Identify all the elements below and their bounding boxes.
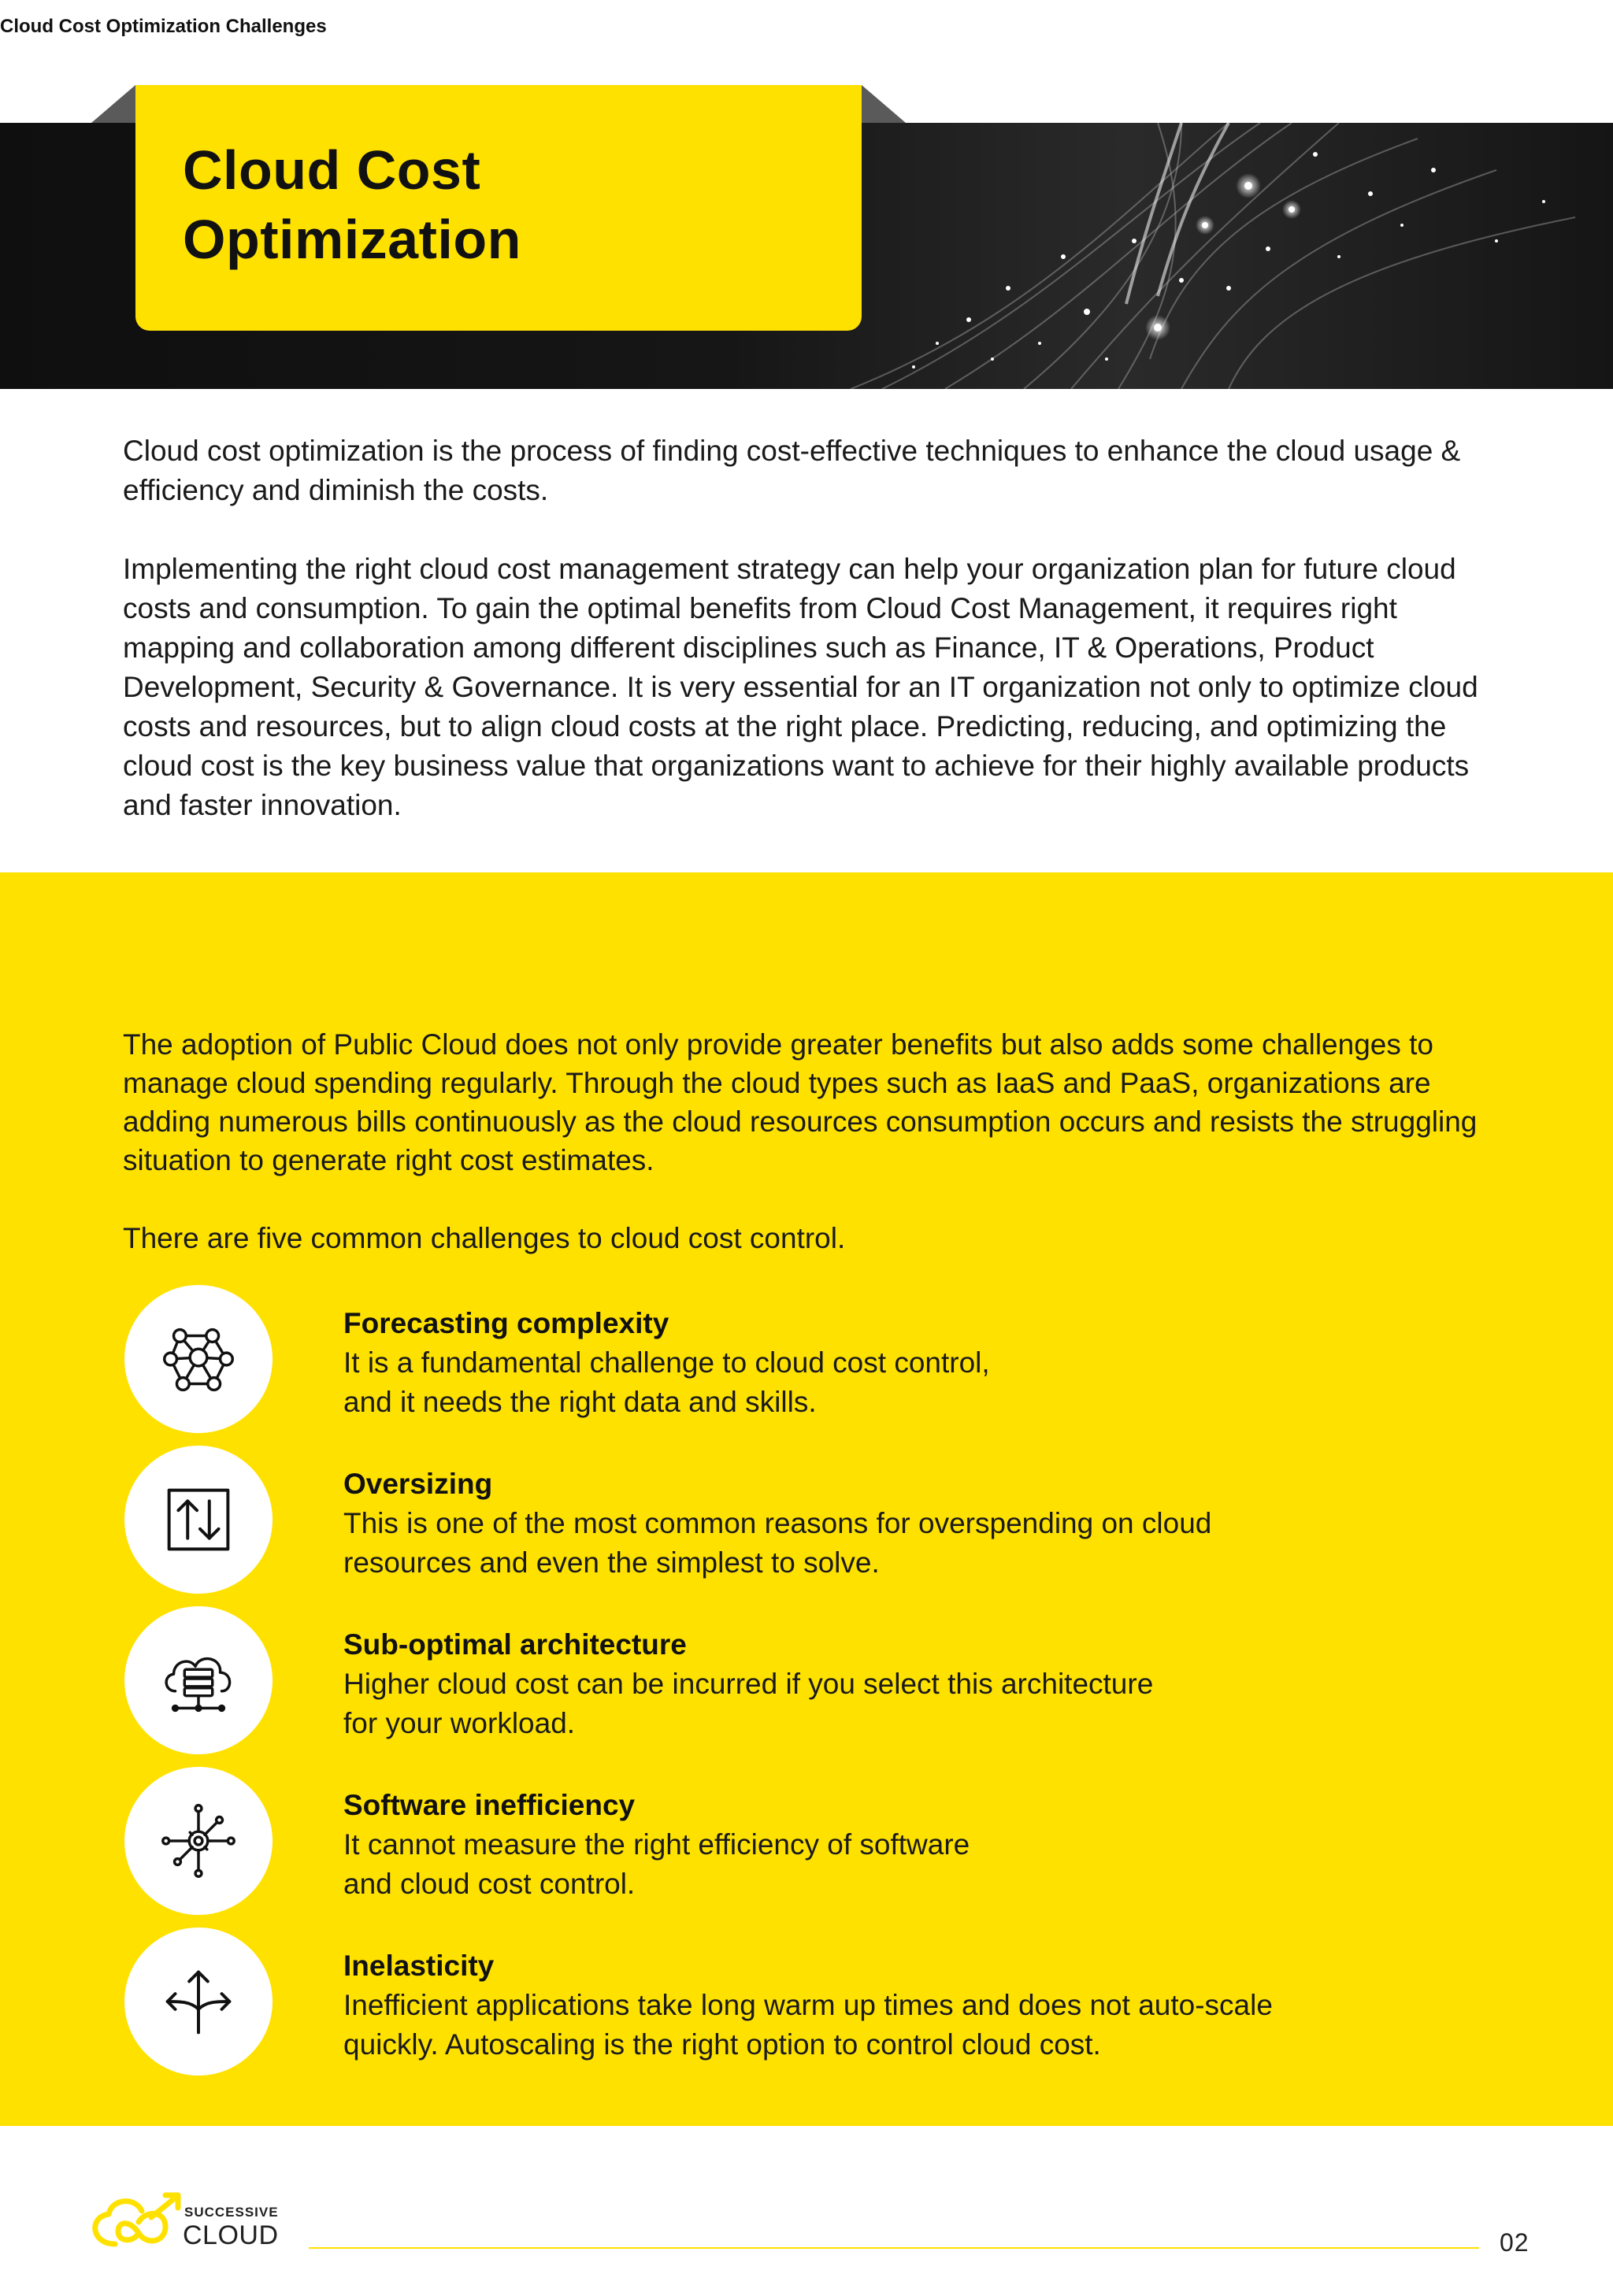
challenges-heading: Cloud Cost Optimization Challenges: [0, 15, 327, 37]
challenges-paragraph-1: The adoption of Public Cloud does not only provide greater benefits but also adds some challenges to manage cloud spending regularly. Through the cloud types such as IaaS and PaaS, organizations are adding numerous bills continuously as the cloud resources consumption occurs and resists the struggling situation to generate right cost estimates.: [123, 1028, 1478, 1176]
page-title-line-2: Optimization: [183, 208, 521, 270]
challenge-title: Sub-optimal architecture: [343, 1628, 687, 1661]
challenge-description-line: and cloud cost control.: [343, 1867, 636, 1900]
intro-section: [123, 431, 1493, 865]
challenge-title: Forecasting complexity: [343, 1306, 669, 1339]
challenge-icon-circle: [124, 1928, 273, 2076]
challenge-item: [0, 1928, 1613, 2077]
challenges-intro: [123, 1025, 1509, 1297]
title-tab-fold-left: [91, 85, 135, 123]
challenge-description-line: It cannot measure the right efficiency of software: [343, 1828, 970, 1861]
title-box: [135, 85, 862, 331]
challenge-description-line: for your workload.: [343, 1706, 576, 1739]
title-tab-fold-right: [862, 85, 906, 123]
challenge-item: [0, 1767, 1613, 1916]
challenge-description-line: Higher cloud cost can be incurred if you select this architecture: [343, 1667, 1154, 1700]
page-number: 02: [1500, 2227, 1530, 2257]
challenge-title: Software inefficiency: [343, 1788, 636, 1821]
challenge-icon-circle: [124, 1285, 273, 1433]
challenge-title: Oversizing: [343, 1467, 493, 1500]
network-nodes-icon: [152, 1313, 245, 1405]
challenge-description-line: and it needs the right data and skills.: [343, 1385, 817, 1418]
logo-wordmark-top: SUCCESSIVE: [184, 2204, 279, 2220]
footer-divider: [309, 2247, 1479, 2249]
challenge-icon-circle: [124, 1767, 273, 1915]
page-title-line-1: Cloud Cost: [183, 139, 481, 201]
page-title: [183, 135, 814, 274]
cloud-server-icon: [152, 1634, 245, 1727]
intro-paragraph-1: Cloud cost optimization is the process of finding cost-effective techniques to enhance the cloud usage & efficiency and diminish the costs.: [123, 434, 1461, 506]
challenge-description-line: It is a fundamental challenge to cloud cost control,: [343, 1346, 990, 1379]
challenge-description-line: Inefficient applications take long warm up times and does not auto-scale: [343, 1988, 1273, 2021]
challenge-icon-circle: [124, 1446, 273, 1594]
challenge-description-line: This is one of the most common reasons for overspending on cloud: [343, 1506, 1212, 1539]
challenge-description-line: quickly. Autoscaling is the right option to control cloud cost.: [343, 2028, 1101, 2061]
up-down-arrows-icon: [152, 1473, 245, 1566]
challenge-item: [0, 1446, 1613, 1595]
challenge-title: Inelasticity: [343, 1949, 495, 1982]
intro-paragraph-2: Implementing the right cloud cost management strategy can help your organization plan for future cloud costs and consumption. To gain the optimal benefits from Cloud Cost Management, it requires right mapping and collaboration among different disciplines such as Finance, IT & Operations, Product Development, Security & Governance. It is very essential for an IT organization not only to optimize cloud costs and resources, but to align cloud costs at the right place. Predicting, reducing, and optimizing the cloud cost is the key business value that organizations want to achieve for their highly available products and faster innovation.: [123, 552, 1478, 821]
gear-network-icon: [152, 1794, 245, 1887]
challenge-item: [0, 1285, 1613, 1435]
challenge-icon-circle: [124, 1606, 273, 1754]
challenge-description-line: resources and even the simplest to solve.: [343, 1546, 880, 1579]
split-arrows-icon: [152, 1955, 245, 2048]
challenges-paragraph-2: There are five common challenges to cloud cost control.: [123, 1221, 846, 1254]
challenge-item: [0, 1606, 1613, 1756]
logo-wordmark-bottom: CLOUD: [183, 2220, 279, 2250]
